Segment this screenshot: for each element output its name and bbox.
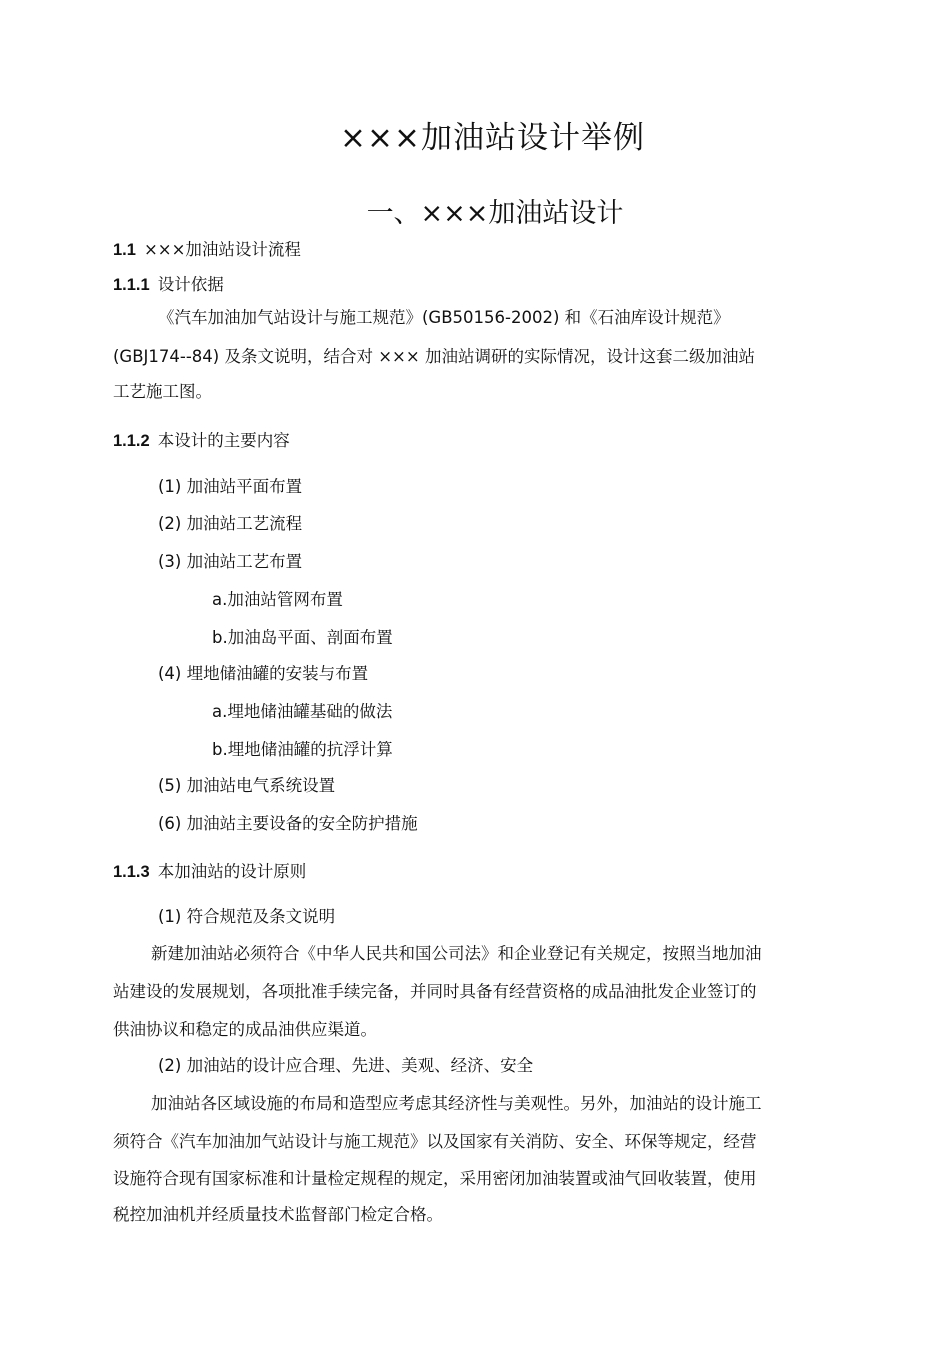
list-item: (5) 加油站电气系统设置: [158, 776, 336, 795]
sub-list-item: b.埋地储油罐的抗浮计算: [212, 740, 393, 759]
principle-heading: (1) 符合规范及条文说明: [158, 907, 336, 926]
heading-number: 1.1.2: [113, 432, 150, 450]
heading-number: 1.1.3: [113, 863, 150, 881]
sub-list-item: a.加油站管网布置: [212, 590, 343, 609]
document-title: ×××加油站设计举例: [340, 120, 645, 156]
paragraph-line: 新建加油站必须符合《中华人民共和国公司法》和企业登记有关规定，按照当地加油: [151, 944, 762, 963]
paragraph-line: 供油协议和稳定的成品油供应渠道。: [113, 1020, 377, 1039]
list-item: (2) 加油站工艺流程: [158, 514, 303, 533]
paragraph-line: 工艺施工图。: [113, 382, 212, 401]
heading-text: 设计依据: [157, 275, 224, 294]
principle-heading: (2) 加油站的设计应合理、先进、美观、经济、安全: [158, 1056, 534, 1075]
paragraph-line: 《汽车加油加气站设计与施工规范》(GB50156-2002) 和《石油库设计规范》: [158, 308, 730, 327]
sub-list-item: b.加油岛平面、剖面布置: [212, 628, 393, 647]
paragraph-line: 须符合《汽车加油加气站设计与施工规范》以及国家有关消防、安全、环保等规定，经营: [113, 1132, 757, 1151]
heading-1-1-2: [113, 427, 290, 451]
section-title: 一、×××加油站设计: [366, 198, 624, 229]
heading-number: 1.1.1: [113, 276, 150, 294]
paragraph-line: 税控加油机并经质量技术监督部门检定合格。: [113, 1205, 443, 1224]
heading-1-1-3: [113, 858, 306, 882]
heading-number: 1.1: [113, 241, 136, 259]
paragraph-line: 加油站各区域设施的布局和造型应考虑其经济性与美观性。另外，加油站的设计施工: [151, 1094, 762, 1113]
list-item: (1) 加油站平面布置: [158, 477, 303, 496]
list-item: (3) 加油站工艺布置: [158, 552, 303, 571]
paragraph-line: 站建设的发展规划，各项批准手续完备，并同时具备有经营资格的成品油批发企业签订的: [113, 982, 757, 1001]
list-item: (6) 加油站主要设备的安全防护措施: [158, 814, 418, 833]
paragraph-line: 设施符合现有国家标准和计量检定规程的规定，采用密闭加油装置或油气回收装置，使用: [113, 1169, 757, 1188]
heading-text: 本加油站的设计原则: [157, 862, 307, 881]
sub-list-item: a.埋地储油罐基础的做法: [212, 702, 393, 721]
paragraph-line: (GBJ174--84) 及条文说明，结合对 ××× 加油站调研的实际情况，设计这套二级加油站: [113, 347, 755, 366]
heading-1-1: [113, 236, 301, 260]
heading-text: 本设计的主要内容: [157, 431, 290, 450]
heading-1-1-1: [113, 271, 224, 295]
list-item: (4) 埋地储油罐的安装与布置: [158, 664, 369, 683]
heading-text: ×××加油站设计流程: [143, 240, 301, 259]
